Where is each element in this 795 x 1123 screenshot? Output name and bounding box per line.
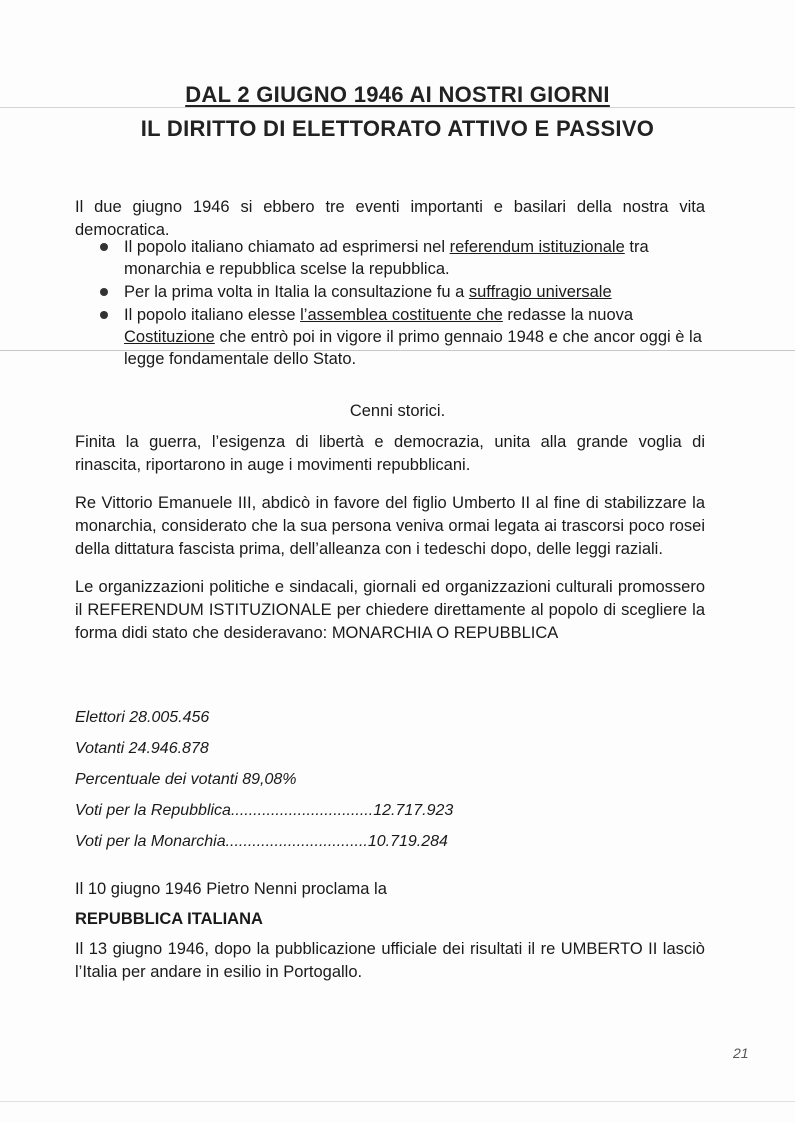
elettori-line: Elettori 28.005.456 [75,709,210,726]
bullet-icon [100,243,108,251]
exile-paragraph: Il 13 giugno 1946, dopo la pubblicazione ufficiale dei risultati il re UMBERTO II lasciò l’Italia per andare in esilio in Portogallo. [75,940,705,981]
bullet-icon [100,311,108,319]
list-item: Il popolo italiano chiamato ad esprimersi nel referendum istituzionale tra monarchia e repubblica scelse la repubblica. [98,236,708,280]
percentuale-line: Percentuale dei votanti 89,08% [75,771,297,788]
republic-heading: REPUBBLICA ITALIANA [75,910,263,928]
section-heading: Cenni storici. [349,402,446,420]
history-paragraph: Finita la guerra, l’esigenza di libertà e democrazia, unita alla grande voglia di rinascita, riportarono in auge i movimenti repubblicani. [75,433,705,474]
proclamation-line: Il 10 giugno 1946 Pietro Nenni proclama la [75,880,387,898]
page-number: 21 [733,1045,749,1061]
voti-monarchia-line: Voti per la Monarchia................................10.719.284 [75,833,448,850]
page-subtitle: IL DIRITTO DI ELETTORATO ATTIVO E PASSIVO [140,116,655,141]
history-paragraph: Le organizzazioni politiche e sindacali, giornali ed organizzazioni culturali promossero il REFERENDUM ISTITUZIONALE per chiedere direttamente al popolo di scegliere la forma didi stato che desideravano: MONARCHIA O REPUBBLICA [75,578,705,642]
events-list [98,236,708,371]
voti-repubblica-line: Voti per la Repubblica................................12.717.923 [75,802,454,819]
intro-paragraph: Il due giugno 1946 si ebbero tre eventi importanti e basilari della nostra vita democratica. [75,198,705,239]
page-title: DAL 2 GIUGNO 1946 AI NOSTRI GIORNI [185,82,610,107]
history-paragraph: Re Vittorio Emanuele III, abdicò in favore del figlio Umberto II al fine di stabilizzare la monarchia, considerato che la sua persona veniva ormai legata ai trascorsi poco rosei della dittatura fascista prima, dell’alleanza con i tedeschi dopo, delle leggi raziali. [75,494,705,558]
scan-line [0,1101,795,1102]
votanti-line: Votanti 24.946.878 [75,740,209,757]
list-item: Il popolo italiano elesse l’assemblea costituente che redasse la nuova Costituzione che entrò poi in vigore il primo gennaio 1948 e che ancor oggi è la legge fondamentale dello Stato. [98,304,708,370]
referendum-results [75,702,675,857]
bullet-icon [100,288,108,296]
list-item: Per la prima volta in Italia la consultazione fu a suffragio universale [98,281,708,303]
